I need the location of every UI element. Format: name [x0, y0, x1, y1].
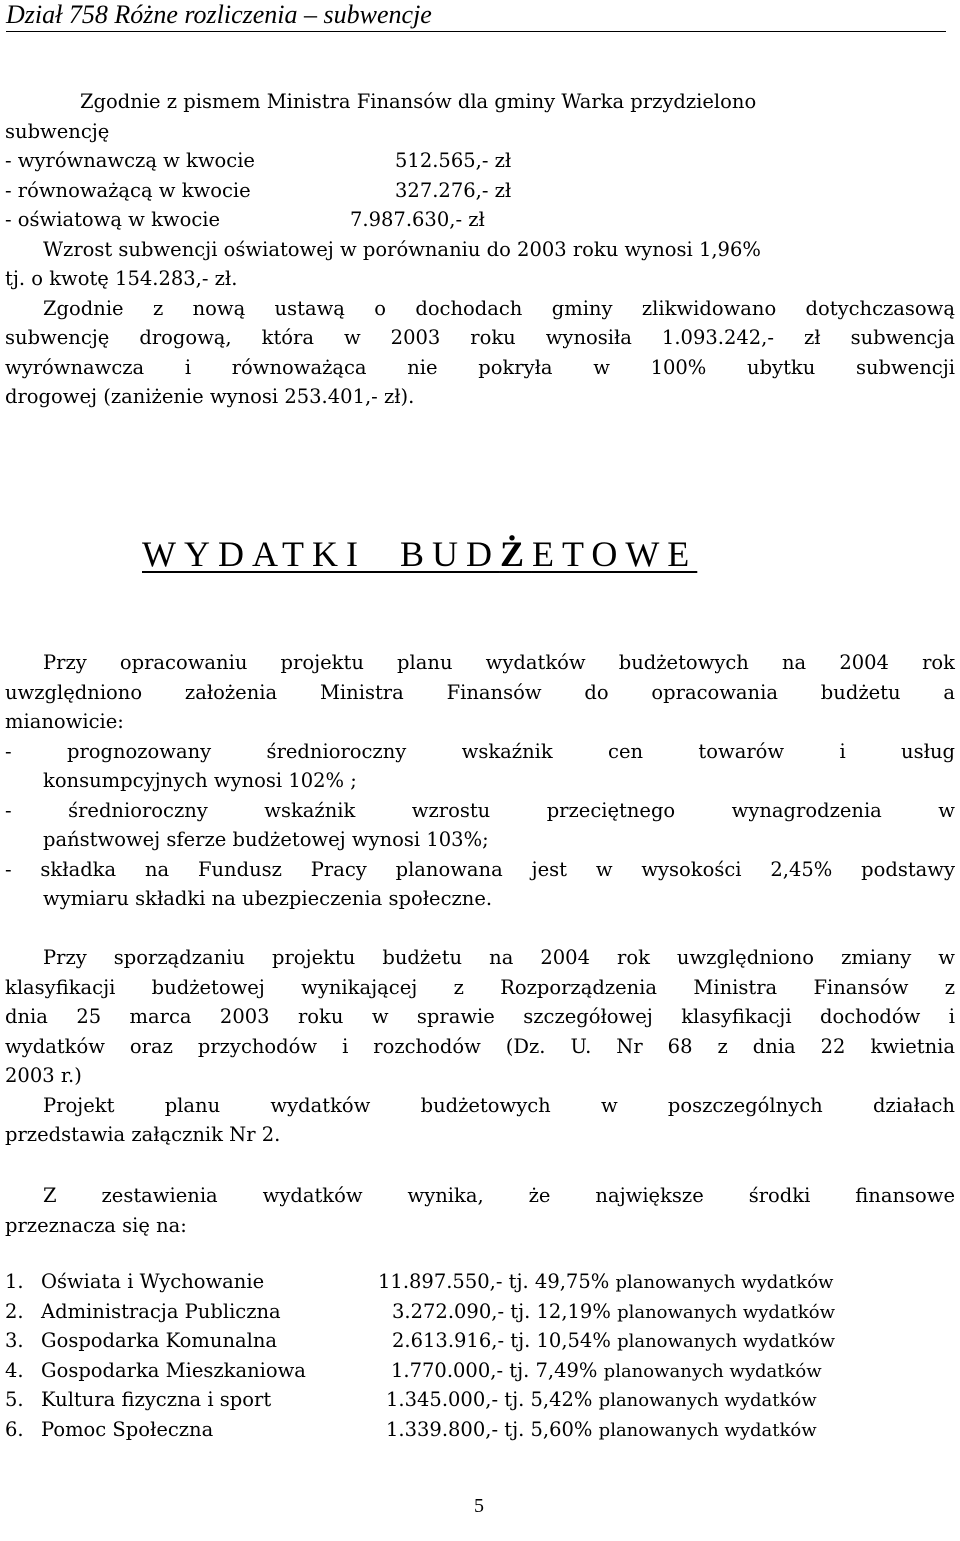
expense-row	[5, 1359, 822, 1382]
expense-amount: 11.897.550,- tj.	[378, 1270, 529, 1293]
expense-name: Kultura fizyczna i sport	[41, 1388, 272, 1411]
classification-line: klasyfikacji budżetowej wynikającej z Rozporządzenia Ministra Finansów z	[5, 975, 955, 999]
expense-name: Gospodarka Komunalna	[41, 1329, 278, 1352]
subsidy-item	[5, 205, 955, 235]
expense-percent: 10,54%	[536, 1329, 611, 1352]
subsidy-amount: 512.565,- zł	[395, 149, 512, 172]
expense-name: Administracja Publiczna	[41, 1300, 281, 1323]
expense-amount: 1.770.000,- tj.	[391, 1359, 530, 1382]
expense-row	[5, 1300, 835, 1323]
assumption-bullet: - prognozowany średnioroczny wskaźnik cen towarów i usług	[5, 739, 955, 763]
road-line: subwencję drogową, która w 2003 roku wynosiła 1.093.242,- zł subwencja	[5, 326, 955, 349]
page-number: 5	[474, 1495, 484, 1517]
assumptions-block	[5, 648, 955, 914]
classification-line: Projekt planu wydatków budżetowych w poszczególnych działach	[43, 1093, 955, 1117]
classification-line: Przy sporządzaniu projektu budżetu na 2004 rok uwzględniono zmiany w	[43, 946, 955, 969]
assumption-bullet: - składka na Fundusz Pracy planowana jest w wysokości 2,45% podstawy	[5, 857, 955, 881]
assumptions-line: mianowicie:	[5, 710, 124, 733]
expense-row	[5, 1329, 835, 1352]
expense-percent: 12,19%	[536, 1300, 611, 1323]
expense-name: Gospodarka Mieszkaniowa	[41, 1359, 306, 1382]
expense-num: 5.	[5, 1388, 24, 1411]
expense-num: 4.	[5, 1359, 24, 1382]
heading-part-2: ETOWE	[531, 534, 698, 574]
expense-percent: 49,75%	[534, 1270, 610, 1293]
expense-suffix: planowanych wydatków	[603, 1361, 822, 1382]
expense-suffix: planowanych wydatków	[617, 1331, 836, 1352]
expense-percent: 5,42%	[530, 1388, 593, 1411]
intro-line-2: subwencję	[5, 119, 110, 143]
expense-name: Oświata i Wychowanie	[41, 1270, 265, 1293]
expense-num: 6.	[5, 1418, 24, 1441]
expense-amount: 3.272.090,- tj.	[392, 1300, 531, 1323]
subsidy-label: - równoważącą w kwocie	[5, 178, 251, 202]
assumption-bullet-cont: państwowej sferze budżetowej wynosi 103%;	[43, 828, 489, 851]
expense-row	[5, 1270, 833, 1293]
expense-row	[5, 1418, 817, 1441]
expense-suffix: planowanych wydatków	[617, 1302, 836, 1323]
assumptions-line: uwzględniono założenia Ministra Finansów do opracowania budżetu a	[5, 680, 955, 704]
classification-block	[5, 943, 955, 1150]
expense-percent: 5,60%	[530, 1418, 593, 1441]
subsidy-amount: 327.276,- zł	[395, 178, 512, 202]
subsidy-item	[5, 176, 955, 206]
expense-amount: 2.613.916,- tj.	[392, 1329, 531, 1352]
heading-bold-letter: Ż	[499, 534, 532, 574]
expense-amount: 1.345.000,- tj.	[386, 1388, 525, 1411]
assumptions-line: Przy opracowaniu projektu planu wydatków budżetowych na 2004 rok	[43, 651, 955, 674]
summary-line: Z zestawienia wydatków wynika, że największe środki finansowe	[43, 1184, 955, 1207]
assumption-bullet-cont: konsumpcyjnych wynosi 102% ;	[43, 769, 357, 792]
budget-expenses-heading	[142, 533, 697, 575]
summary-line: przeznacza się na:	[5, 1213, 187, 1237]
expense-num: 2.	[5, 1300, 24, 1323]
classification-line: 2003 r.)	[5, 1064, 82, 1087]
expense-row	[5, 1388, 817, 1411]
summary-block	[5, 1181, 955, 1240]
expense-percent: 7,49%	[535, 1359, 598, 1382]
heading-part-1: WYDATKI BUD	[142, 534, 500, 574]
assumption-bullet: - średnioroczny wskaźnik wzrostu przeciętnego wynagrodzenia w	[5, 798, 955, 822]
intro-line-1: Zgodnie z pismem Ministra Finansów dla gminy Warka przydzielono	[80, 90, 757, 113]
classification-line: wydatków oraz przychodów i rozchodów (Dz. U. Nr 68 z dnia 22 kwietnia	[5, 1034, 955, 1058]
growth-line-2: tj. o kwotę 154.283,- zł.	[5, 267, 238, 290]
intro-block	[5, 87, 955, 412]
growth-line-1: Wzrost subwencji oświatowej w porównaniu do 2003 roku wynosi 1,96%	[43, 237, 761, 261]
subsidy-item	[5, 146, 955, 176]
classification-line: przedstawia załącznik Nr 2.	[5, 1123, 281, 1146]
classification-line: dnia 25 marca 2003 roku w sprawie szczegółowej klasyfikacji dochodów i	[5, 1005, 955, 1028]
road-line: wyrównawcza i równoważąca nie pokryła w 100% ubytku subwencji	[5, 355, 955, 379]
expense-amount: 1.339.800,- tj.	[386, 1418, 525, 1441]
assumption-bullet-cont: wymiaru składki na ubezpieczenia społeczne.	[43, 887, 493, 910]
section-header: Dział 758 Różne rozliczenia – subwencje	[6, 0, 946, 32]
subsidy-label: - oświatową w kwocie	[5, 208, 221, 231]
subsidy-amount: 7.987.630,- zł	[350, 208, 485, 231]
expense-name: Pomoc Społeczna	[41, 1418, 214, 1441]
expense-suffix: planowanych wydatków	[598, 1420, 817, 1441]
subsidy-label: - wyrównawczą w kwocie	[5, 149, 255, 172]
road-line: drogowej (zaniżenie wynosi 253.401,- zł).	[5, 385, 415, 408]
expense-suffix: planowanych wydatków	[598, 1390, 817, 1411]
expense-suffix: planowanych wydatków	[615, 1272, 834, 1293]
expense-num: 3.	[5, 1329, 24, 1352]
road-line: Zgodnie z nową ustawą o dochodach gminy zlikwidowano dotychczasową	[43, 296, 955, 320]
expense-num: 1.	[5, 1270, 24, 1293]
